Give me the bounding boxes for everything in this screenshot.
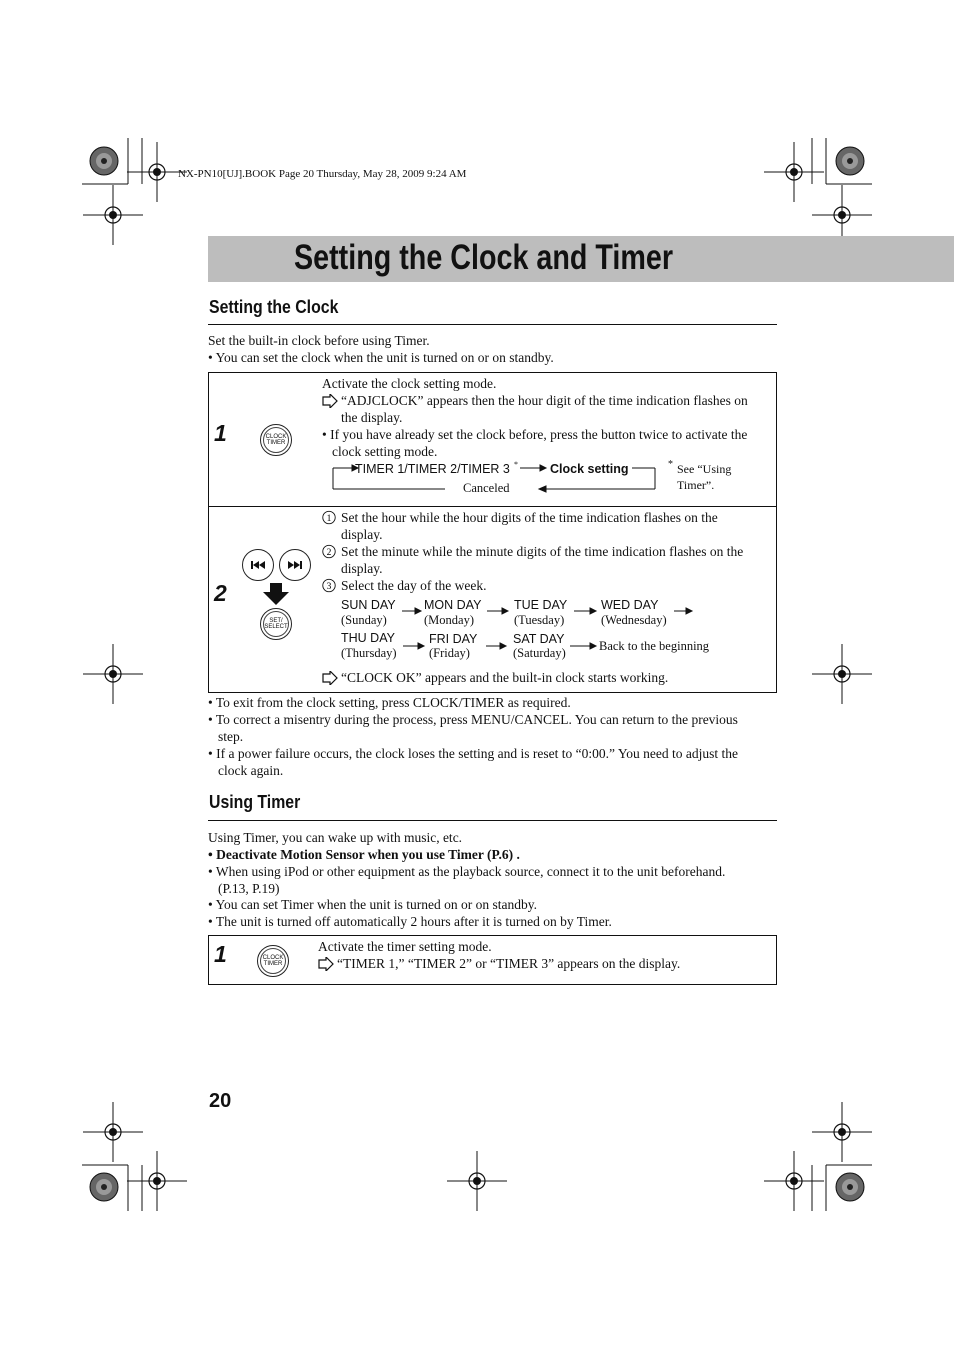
flow-canceled: Canceled xyxy=(463,481,510,495)
day-name: (Thursday) xyxy=(341,646,397,660)
skip-back-icon xyxy=(249,560,267,570)
step-number: 2 xyxy=(214,580,227,606)
flow-star: * xyxy=(514,460,518,469)
timer-heading: Using Timer xyxy=(209,792,301,812)
step-text: “CLOCK OK” appears and the built-in clock starts working. xyxy=(341,670,669,685)
footnote: Timer”. xyxy=(677,478,715,492)
title-bar xyxy=(208,236,954,282)
file-info-header: NX-PN10[UJ].BOOK Page 20 Thursday, May 28, 2009 9:24 AM xyxy=(178,168,467,180)
next-button[interactable] xyxy=(279,549,311,581)
day-name: (Friday) xyxy=(429,646,470,660)
day-name: (Wednesday) xyxy=(601,613,667,627)
step-text: Activate the timer setting mode. xyxy=(318,939,492,954)
result-arrow-icon xyxy=(322,394,338,408)
step-number: 1 xyxy=(214,941,227,967)
circled-number-3 xyxy=(322,578,337,593)
day-code: THU DAY xyxy=(341,631,395,645)
clock-timer-button[interactable] xyxy=(260,424,292,456)
timer-intro: Using Timer, you can wake up with music, etc. xyxy=(208,830,463,845)
button-label: CLOCK xyxy=(265,434,287,440)
step-text: Activate the clock setting mode. xyxy=(322,376,497,391)
day-code: SUN DAY xyxy=(341,598,396,612)
page-number: 20 xyxy=(209,1090,232,1112)
note: clock again. xyxy=(218,763,284,778)
day-name: (Sunday) xyxy=(341,613,387,627)
button-label: SELECT xyxy=(264,624,288,630)
day-code: SAT DAY xyxy=(513,632,565,646)
heading-rule xyxy=(208,820,777,821)
note-star: * xyxy=(668,459,673,470)
timer-note: • You can set Timer when the unit is turned on or on standby. xyxy=(208,897,537,912)
note: • To exit from the clock setting, press CLOCK/TIMER as required. xyxy=(208,695,571,710)
flow-timer: TIMER 1/TIMER 2/TIMER 3 xyxy=(355,462,510,476)
step-text: “TIMER 1,” “TIMER 2” or “TIMER 3” appears on the display. xyxy=(337,956,681,971)
back-to-beginning: Back to the beginning xyxy=(599,639,710,653)
timer-bold-note: • Deactivate Motion Sensor when you use Timer (P.6) . xyxy=(208,847,520,862)
svg-text:1: 1 xyxy=(326,514,332,524)
substep-text: Set the hour while the hour digits of the time indication flashes on the xyxy=(341,510,718,525)
clock-timer-button[interactable] xyxy=(257,945,289,977)
day-name: (Tuesday) xyxy=(514,613,565,627)
clock-heading: Setting the Clock xyxy=(209,297,339,317)
note: • To correct a misentry during the process, press MENU/CANCEL. You can return to the previous xyxy=(208,712,738,727)
svg-text:2: 2 xyxy=(326,548,332,558)
button-label: TIMER xyxy=(266,440,286,446)
button-label: TIMER xyxy=(263,961,283,967)
page-title: Setting the Clock and Timer xyxy=(294,238,674,277)
circled-number-1 xyxy=(322,510,337,525)
set-select-button[interactable] xyxy=(260,608,292,640)
timer-note: (P.13, P.19) xyxy=(218,881,280,896)
note: step. xyxy=(218,729,244,744)
circled-number-2 xyxy=(322,544,337,559)
button-label: CLOCK xyxy=(262,955,284,961)
button-label: SET/ xyxy=(269,618,283,624)
flow-clock-setting: Clock setting xyxy=(550,462,629,476)
footnote: See “Using xyxy=(677,462,732,476)
day-arrows xyxy=(330,600,700,660)
step-text: clock setting mode. xyxy=(332,444,438,459)
clock-intro: Set the built-in clock before using Timer. xyxy=(208,333,430,348)
skip-forward-icon xyxy=(286,560,304,570)
timer-note: • The unit is turned off automatically 2 hours after it is turned on by Timer. xyxy=(208,914,612,929)
step-text: the display. xyxy=(341,410,403,425)
timer-note: • When using iPod or other equipment as the playback source, connect it to the unit beforehand. xyxy=(208,864,726,879)
substep-text: Select the day of the week. xyxy=(341,578,487,593)
substep-text: display. xyxy=(341,527,383,542)
day-code: FRI DAY xyxy=(429,632,478,646)
day-name: (Monday) xyxy=(424,613,474,627)
step-number: 1 xyxy=(214,420,227,446)
day-name: (Saturday) xyxy=(513,646,566,660)
day-code: WED DAY xyxy=(601,598,659,612)
result-arrow-icon xyxy=(318,957,334,971)
svg-text:3: 3 xyxy=(326,582,332,592)
step-text: • If you have already set the clock before, press the button twice to activate the xyxy=(322,427,748,442)
down-arrow-icon xyxy=(263,583,289,605)
clock-intro-bullet: • You can set the clock when the unit is turned on or on standby. xyxy=(208,350,554,365)
substep-text: display. xyxy=(341,561,383,576)
substep-text: Set the minute while the minute digits of the time indication flashes on the xyxy=(341,544,744,559)
day-code: TUE DAY xyxy=(514,598,568,612)
result-arrow-icon xyxy=(322,671,338,685)
note: • If a power failure occurs, the clock loses the setting and is reset to “0:00.” You need to adjust the xyxy=(208,746,738,761)
heading-rule xyxy=(208,324,777,325)
step-text: “ADJCLOCK” appears then the hour digit of the time indication flashes on xyxy=(341,393,748,408)
previous-button[interactable] xyxy=(242,549,274,581)
day-code: MON DAY xyxy=(424,598,482,612)
